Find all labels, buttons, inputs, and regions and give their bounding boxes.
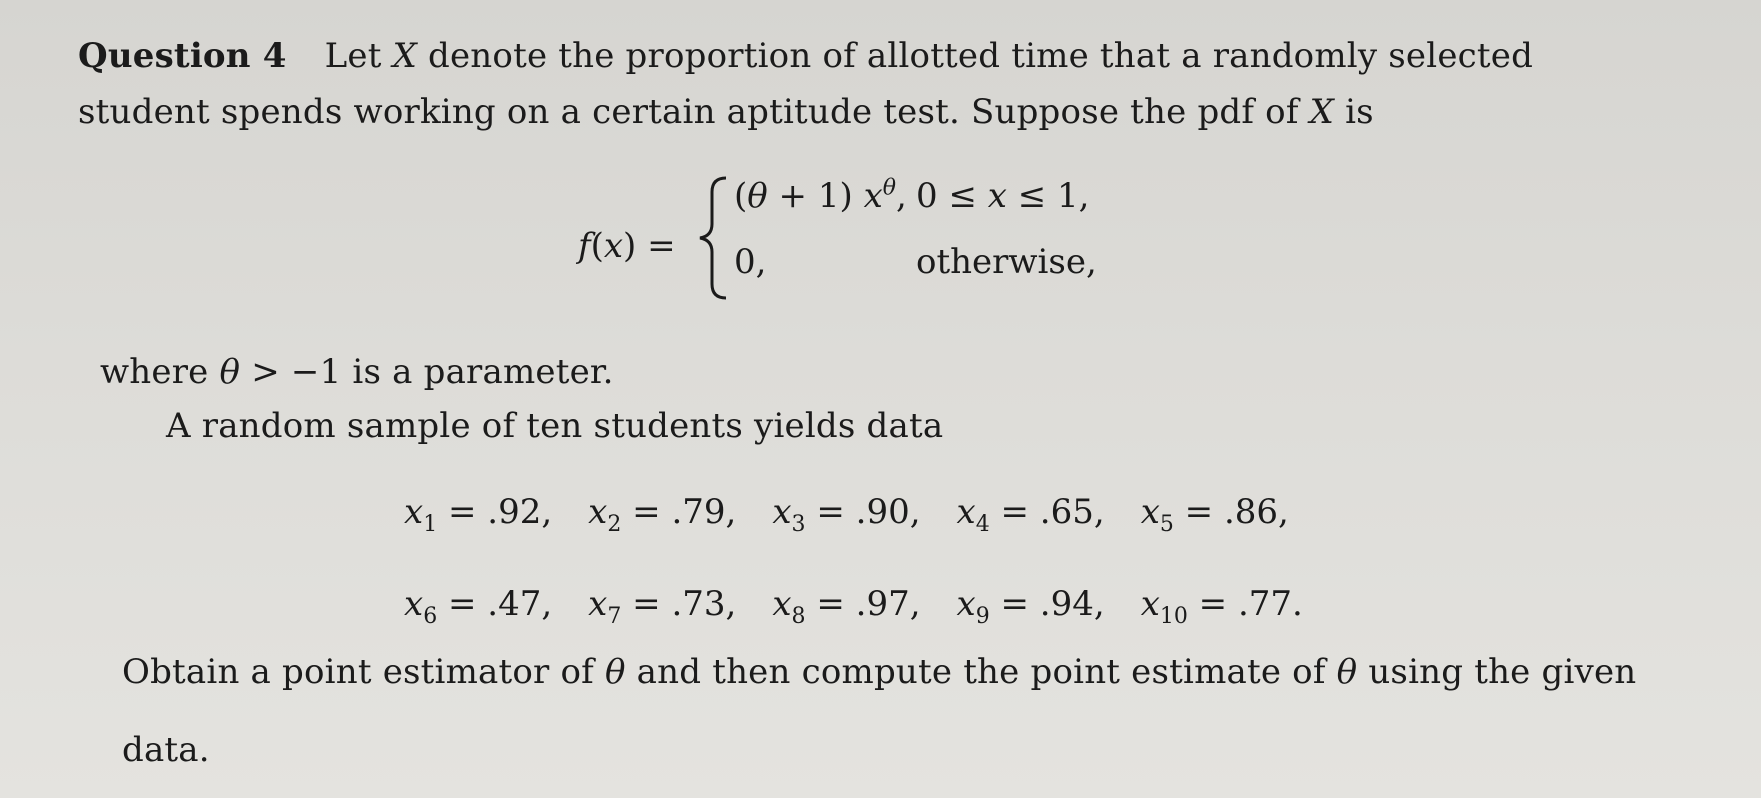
sample-value: $x_6 = .47$, [404, 584, 553, 629]
sample-data-row-1 [404, 492, 1325, 537]
pdf-case2-cond: otherwise, [916, 242, 1097, 282]
sample-value: $x_8 = .97$, [772, 584, 921, 629]
task-line-1: Obtain a point estimator of θ and then compute the point estimate of θ using the given [122, 652, 1637, 692]
sample-value: $x_9 = .94$, [956, 584, 1105, 629]
sample-value: $x_{10} = .77$. [1140, 584, 1303, 629]
task-line-2: data. [122, 730, 210, 770]
sample-data-row-2 [404, 584, 1339, 629]
pdf-formula [578, 172, 1138, 332]
sample-intro: A random sample of ten students yields data [166, 406, 944, 446]
intro-text-1: Let X denote the proportion of allotted time that a randomly selected [324, 36, 1534, 76]
question-intro-line-1 [78, 36, 1533, 76]
pdf-case2-expr: 0, [734, 242, 767, 282]
sample-value: $x_5 = .86$, [1140, 492, 1289, 537]
sample-value: $x_3 = .90$, [772, 492, 921, 537]
pdf-case1-cond: 0 ≤ x ≤ 1, [916, 176, 1090, 216]
question-label: Question 4 [78, 36, 287, 76]
sample-value: $x_2 = .79$, [588, 492, 737, 537]
sample-value: $x_7 = .73$, [588, 584, 737, 629]
pdf-lhs: f(x) = [578, 226, 676, 266]
parameter-line: where θ > −1 is a parameter. [100, 352, 614, 392]
question-intro-line-2: student spends working on a certain aptitude test. Suppose the pdf of X is [78, 92, 1374, 132]
sample-value: $x_4 = .65$, [956, 492, 1105, 537]
left-brace-icon [696, 174, 730, 302]
pdf-case1-expr: (θ + 1) $x^\theta$, [734, 175, 907, 216]
sample-value: $x_1 = .92$, [404, 492, 553, 537]
